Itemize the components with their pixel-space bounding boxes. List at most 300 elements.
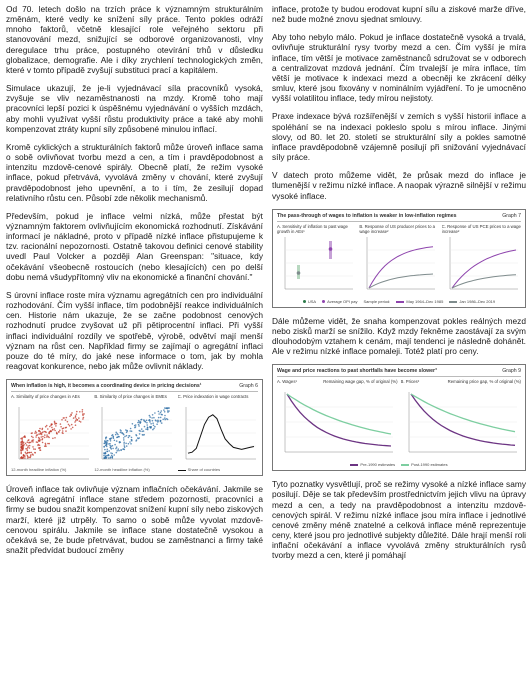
- scatter-point: [137, 422, 139, 424]
- scatter-point: [40, 450, 42, 452]
- scatter-plot-ae: [11, 405, 91, 467]
- scatter-point: [150, 416, 152, 418]
- line-chart-indexation: [178, 405, 258, 467]
- scatter-point: [152, 429, 154, 431]
- graph-9: [272, 364, 526, 471]
- scatter-point: [159, 413, 161, 415]
- scatter-point: [112, 434, 114, 436]
- scatter-point: [130, 441, 132, 443]
- scatter-point: [56, 423, 58, 425]
- legend-item: Average OPI pay: [322, 299, 357, 304]
- graph-6-panel-b: [94, 394, 174, 472]
- scatter-point: [47, 436, 49, 438]
- scatter-point: [107, 449, 109, 451]
- scatter-point: [54, 437, 56, 439]
- scatter-point: [35, 436, 37, 438]
- graph-6-header: [11, 383, 258, 392]
- scatter-point: [72, 427, 74, 429]
- scatter-point: [140, 421, 142, 423]
- scatter-point: [67, 421, 69, 423]
- graph-7-panel-c: [442, 224, 521, 297]
- scatter-point: [27, 447, 29, 449]
- scatter-point: [76, 414, 78, 416]
- scatter-point: [116, 440, 118, 442]
- scatter-point: [111, 437, 113, 439]
- point-high: [329, 247, 333, 251]
- scatter-point: [45, 444, 47, 446]
- scatter-point: [125, 436, 127, 438]
- scatter-point: [123, 433, 125, 435]
- scatter-point: [51, 427, 53, 429]
- scatter-point: [145, 421, 147, 423]
- scatter-point: [128, 443, 130, 445]
- scatter-point: [30, 457, 32, 459]
- legend-share: Share of countries: [178, 467, 258, 472]
- scatter-point: [52, 438, 54, 440]
- legend-item: Sample period:: [363, 298, 391, 304]
- scatter-point: [75, 418, 77, 420]
- scatter-point: [69, 416, 71, 418]
- scatter-point: [104, 452, 106, 454]
- scatter-point: [152, 417, 154, 419]
- scatter-point: [33, 448, 35, 450]
- scatter-point: [107, 440, 109, 442]
- scatter-point: [109, 450, 111, 452]
- scatter-point: [166, 408, 168, 410]
- scatter-point: [32, 446, 34, 448]
- scatter-point: [117, 450, 119, 452]
- scatter-point: [141, 419, 143, 421]
- panel-title: B. Prices² Remaining price gap, % of original (%): [400, 379, 521, 385]
- graph-9-legend: [277, 462, 521, 467]
- scatter-point: [26, 448, 28, 450]
- scatter-point: [155, 420, 157, 422]
- scatter-point: [135, 426, 137, 428]
- scatter-point: [149, 415, 151, 417]
- wage-gap-chart: [277, 390, 395, 460]
- scatter-point: [78, 417, 80, 419]
- scatter-point: [27, 450, 29, 452]
- scatter-point: [55, 425, 57, 427]
- scatter-point: [117, 433, 119, 435]
- graph-7-panel-a: [277, 224, 356, 297]
- scatter-point: [157, 420, 159, 422]
- scatter-point: [32, 454, 34, 456]
- scatter-point: [39, 447, 41, 449]
- scatter-point: [47, 443, 49, 445]
- scatter-point: [50, 425, 52, 427]
- scatter-point: [83, 417, 85, 419]
- scatter-point: [105, 443, 107, 445]
- scatter-point: [131, 443, 133, 445]
- legend-item: Jan 1986–Dec 2019: [449, 299, 495, 304]
- scatter-point: [104, 457, 106, 459]
- graph-6-panel-a: [11, 394, 91, 472]
- scatter-point: [117, 437, 119, 439]
- scatter-point: [82, 411, 84, 413]
- panel-title: A. Sensitivity of inflation to past wage growth in AEs¹: [277, 223, 348, 234]
- scatter-point: [131, 440, 133, 442]
- scatter-point: [58, 431, 60, 433]
- scatter-point: [27, 440, 29, 442]
- scatter-point: [61, 419, 63, 421]
- scatter-point: [158, 417, 160, 419]
- scatter-point: [132, 423, 134, 425]
- scatter-point: [43, 431, 45, 433]
- legend-item: May 1964–Dec 1985: [396, 299, 443, 304]
- scatter-point: [125, 429, 127, 431]
- scatter-point: [112, 457, 114, 459]
- scatter-point: [20, 442, 22, 444]
- scatter-point: [60, 423, 62, 425]
- graph-6-title: When inflation is high, it becomes a coordinating device in pricing decisions¹: [11, 383, 202, 390]
- scatter-point: [24, 457, 26, 459]
- scatter-point: [164, 411, 166, 413]
- scatter-point: [136, 435, 138, 437]
- scatter-point: [44, 446, 46, 448]
- scatter-point: [62, 428, 64, 430]
- scatter-point: [147, 427, 149, 429]
- scatter-point: [143, 434, 145, 436]
- scatter-point: [27, 455, 29, 457]
- scatter-point: [161, 414, 163, 416]
- scatter-point: [105, 438, 107, 440]
- scatter-point: [46, 434, 48, 436]
- scatter-point: [124, 443, 126, 445]
- scatter-point: [60, 426, 62, 428]
- scatter-point: [54, 423, 56, 425]
- post-1990-line: [287, 394, 391, 434]
- scatter-point: [124, 447, 126, 449]
- scatter-point: [26, 444, 28, 446]
- scatter-point: [104, 455, 106, 457]
- scatter-point: [47, 428, 49, 430]
- graph-6-panels: [11, 394, 258, 472]
- scatter-point: [23, 454, 25, 456]
- scatter-point: [31, 436, 33, 438]
- scatter-point: [112, 453, 114, 455]
- scatter-point: [167, 419, 169, 421]
- scatter-point: [62, 430, 64, 432]
- scatter-point: [141, 428, 143, 430]
- scatter-point: [75, 420, 77, 422]
- scatter-point: [82, 409, 84, 411]
- scatter-point: [39, 439, 41, 441]
- scatter-point: [126, 445, 128, 447]
- scatter-point: [113, 438, 115, 440]
- high-line: [452, 250, 516, 288]
- scatter-point: [56, 433, 58, 435]
- scatter-point: [143, 419, 145, 421]
- scatter-point: [128, 437, 130, 439]
- scatter-point: [139, 430, 141, 432]
- scatter-point: [37, 434, 39, 436]
- scatter-point: [160, 417, 162, 419]
- scatter-point: [110, 457, 112, 459]
- panel-title: C. Price indexation in wage contracts: [177, 394, 249, 400]
- coefficient-chart: [277, 235, 355, 297]
- axis-label: 12-month headline inflation (%): [11, 467, 67, 473]
- scatter-point: [38, 437, 40, 439]
- scatter-point: [21, 440, 23, 442]
- scatter-point: [120, 432, 122, 434]
- scatter-point: [32, 440, 34, 442]
- scatter-point: [107, 451, 109, 453]
- graph-7-panels: [277, 224, 521, 297]
- irf-chart-ppi: [359, 235, 437, 297]
- scatter-point: [65, 427, 67, 429]
- scatter-point: [20, 438, 22, 440]
- high-line: [369, 246, 433, 287]
- scatter-point: [114, 440, 116, 442]
- scatter-point: [163, 409, 165, 411]
- scatter-point: [42, 442, 44, 444]
- graph-6-panel-c: [178, 394, 258, 472]
- scatter-point: [71, 412, 73, 414]
- scatter-point: [66, 417, 68, 419]
- scatter-point: [70, 414, 72, 416]
- scatter-point: [24, 455, 26, 457]
- scatter-point: [63, 417, 65, 419]
- scatter-point: [20, 457, 22, 459]
- scatter-point: [27, 442, 29, 444]
- paragraph: Aby toho nebylo málo. Pokud je inflace dostatečně vysoká a trvalá, ovlivňuje strukturální rysy tvorby mezd a cen. Čím vyšší je míra inflace, tím větší je motivace zaměstnanců sdružovat se v odborech a centralizovat mzdová jednání. Čím trvalejší je míra inflace, tím větší je motivace k indexaci mezd a obecněji ke zkrácení délky smluv, které jsou fixovány v nominálním vyjádření. To je umocněno vyšší volatilitou inflace, tedy mírou nejistoty.: [272, 32, 526, 104]
- scatter-point: [106, 442, 108, 444]
- scatter-point: [44, 437, 46, 439]
- scatter-point: [151, 423, 153, 425]
- scatter-point: [158, 411, 160, 413]
- scatter-point: [152, 414, 154, 416]
- price-gap-chart: [401, 390, 519, 460]
- scatter-point: [48, 433, 50, 435]
- scatter-point: [27, 457, 29, 459]
- legend-item: Post-1990 estimates: [401, 462, 447, 467]
- scatter-point: [45, 443, 47, 445]
- paragraph: Úroveň inflace tak ovlivňuje význam inflačních očekávání. Jakmile se celková agregátní inflace stane středem pozornosti, pracovníci a firmy se budou snažit kompenzovat snížení kupní síly nebo ziskových marží, které již utrpěly. To samo o sobě může vyvolat mzdově-cenovou spirálu. Jakmile se inflace stane dostatečně vysokou a očekává se, že bude přetrvávat, budou se zaměstnanci a firmy také snažit předvídat budoucí změny: [6, 484, 263, 556]
- scatter-point: [106, 446, 108, 448]
- scatter-point: [146, 429, 148, 431]
- scatter-point: [130, 430, 132, 432]
- scatter-point: [168, 411, 170, 413]
- scatter-point: [108, 457, 110, 459]
- scatter-point: [123, 437, 125, 439]
- scatter-point: [22, 457, 24, 459]
- paragraph: S úrovní inflace roste míra významu agregátních cen pro individuální rozhodování. Čím vyšší inflace, tím podobnější reakce individuálních cen. Historie nám ukazuje, že se začne podobnost cenových rozhodnutí prudce zvyšovat už při pětiprocentní inflaci. Při vyšší inflaci individuální rozdíly ve spotřebě, výrobě, odvětví mají menší význam na růst cen. Například firmy se zajímají o agregátní inflaci pouze do té míry, do jaké nese informace o tom, jak by mohla reagovat konkurence, nebo jak může ovlivnit náklady.: [6, 289, 263, 371]
- axis-label: 12-month headline inflation (%): [94, 467, 150, 473]
- left-column: [6, 4, 263, 563]
- scatter-point: [21, 444, 23, 446]
- scatter-point: [73, 417, 75, 419]
- scatter-point: [41, 436, 43, 438]
- scatter-point: [134, 425, 136, 427]
- scatter-point: [119, 436, 121, 438]
- scatter-point: [45, 426, 47, 428]
- scatter-point: [34, 432, 36, 434]
- scatter-point: [79, 421, 81, 423]
- scatter-point: [36, 441, 38, 443]
- series-line: [188, 415, 254, 453]
- scatter-point: [44, 434, 46, 436]
- pre-1990-line: [411, 394, 515, 445]
- scatter-point: [110, 440, 112, 442]
- scatter-point: [123, 448, 125, 450]
- scatter-point: [118, 448, 120, 450]
- scatter-point: [115, 434, 117, 436]
- scatter-point: [110, 447, 112, 449]
- graph-6: [6, 379, 263, 476]
- scatter-point: [37, 445, 39, 447]
- scatter-point: [153, 423, 155, 425]
- scatter-point: [123, 439, 125, 441]
- scatter-plot-eme: [94, 405, 174, 467]
- scatter-point: [131, 437, 133, 439]
- scatter-point: [76, 411, 78, 413]
- scatter-point: [28, 445, 30, 447]
- scatter-point: [54, 428, 56, 430]
- scatter-point: [69, 425, 71, 427]
- graph-7-panel-b: [359, 224, 438, 297]
- scatter-point: [153, 417, 155, 419]
- scatter-point: [105, 457, 107, 459]
- scatter-point: [165, 415, 167, 417]
- scatter-point: [168, 407, 170, 409]
- scatter-point: [126, 432, 128, 434]
- graph-9-panel-b: [401, 379, 522, 460]
- scatter-point: [40, 433, 42, 435]
- scatter-point: [146, 420, 148, 422]
- paragraph: Tyto poznatky vysvětlují, proč se režimy vysoké a nízké inflace samy posilují. Děje se tak především prostřednictvím jejich vlivu na úpravy mezd a cen, a tedy na pravděpodobnost a intenzitu mzdově-cenových spirál. V režimu nízké inflace jsou míra inflace i jednotlivé cenové změny méně znatelné a celková inflace méně reprezentuje ceny, které jsou pro jednotlivé subjekty důležité. Dále hrají menší roli inflační očekávání a inflace vyvolává změny strukturálních rysů tvorby mezd a cen, které ji pomáhají: [272, 479, 526, 561]
- scatter-point: [126, 443, 128, 445]
- panel-title: C. Response of US PCE prices to a wage increase²: [441, 223, 521, 234]
- scatter-point: [105, 456, 107, 458]
- scatter-point: [129, 435, 131, 437]
- scatter-point: [29, 447, 31, 449]
- scatter-point: [110, 445, 112, 447]
- scatter-point: [154, 412, 156, 414]
- scatter-point: [31, 452, 33, 454]
- legend-item: USA: [303, 299, 316, 304]
- scatter-point: [42, 438, 44, 440]
- scatter-point: [65, 419, 67, 421]
- scatter-point: [137, 437, 139, 439]
- scatter-point: [41, 429, 43, 431]
- scatter-point: [157, 424, 159, 426]
- scatter-point: [116, 448, 118, 450]
- scatter-point: [38, 441, 40, 443]
- scatter-point: [75, 425, 77, 427]
- scatter-point: [120, 429, 122, 431]
- panel-title: A. Similarity of price changes in AEs: [11, 394, 80, 400]
- scatter-point: [116, 447, 118, 449]
- paragraph: inflace, protože ty budou erodovat kupní sílu a ziskové marže dříve, než bude možné znovu sjednat smlouvy.: [272, 4, 526, 25]
- scatter-point: [138, 420, 140, 422]
- scatter-point: [75, 415, 77, 417]
- scatter-point: [163, 419, 165, 421]
- scatter-point: [23, 436, 25, 438]
- scatter-point: [124, 442, 126, 444]
- scatter-point: [25, 453, 27, 455]
- scatter-point: [151, 426, 153, 428]
- panel-title: B. Similarity of price changes in EMEs: [94, 394, 167, 400]
- scatter-point: [139, 425, 141, 427]
- scatter-point: [25, 443, 27, 445]
- scatter-point: [157, 421, 159, 423]
- right-column: [272, 4, 526, 569]
- scatter-point: [116, 452, 118, 454]
- scatter-point: [39, 431, 41, 433]
- scatter-point: [104, 446, 106, 448]
- paragraph: Kromě cyklických a strukturálních faktorů může úroveň inflace sama o sobě ovlivňovat tvorbu mezd a cen, a tím i pravděpodobnost a intenzitu mzdově-cenové spirály. Obecně platí, že režim vysoké inflace, pokud přetrvává, vyvolává změny v chování, které zvyšují pravděpodobnost jeho upevnění, a to i tím, že zesilují dopad relativního růstu cen. Působí zde několik mechanismů.: [6, 141, 263, 203]
- scatter-point: [160, 412, 162, 414]
- graph-7-title: The pass-through of wages to inflation is weaker in low-inflation regimes: [277, 212, 457, 219]
- scatter-point: [42, 436, 44, 438]
- scatter-point: [49, 426, 51, 428]
- scatter-point: [71, 424, 73, 426]
- paragraph: Praxe indexace bývá rozšířenější v zemích s vyšší historií inflace a spoléhání se na indexaci pokleslo spolu s mírou inflace. Jinými slovy, od 80. let 20. století se strukturální síly a pokles samotné inflace pravděpodobně vzájemně posilují při snižování vyjednávací síly práce.: [272, 111, 526, 163]
- irf-chart-pce: [442, 235, 520, 297]
- scatter-point: [31, 432, 33, 434]
- scatter-point: [154, 428, 156, 430]
- scatter-point: [139, 433, 141, 435]
- scatter-point: [65, 430, 67, 432]
- graph-9-panels: [277, 379, 521, 460]
- scatter-point: [111, 455, 113, 457]
- scatter-point: [54, 421, 56, 423]
- graph-9-title: Wage and price reactions to past shortfalls have become slower³: [277, 368, 437, 375]
- scatter-point: [104, 449, 106, 451]
- scatter-point: [70, 428, 72, 430]
- graph-7-legend: [277, 299, 521, 304]
- point-low: [297, 271, 301, 275]
- scatter-point: [149, 419, 151, 421]
- legend-item: Pre-1990 estimates: [350, 462, 395, 467]
- scatter-point: [161, 410, 163, 412]
- graph-6-number: Graph 6: [239, 383, 258, 390]
- scatter-point: [119, 442, 121, 444]
- scatter-point: [121, 450, 123, 452]
- scatter-point: [130, 428, 132, 430]
- scatter-point: [32, 437, 34, 439]
- scatter-point: [136, 439, 138, 441]
- paragraph: Simulace ukazují, že je-li vyjednávací síla pracovníků vysoká, zvyšuje se vliv nezaměstnanosti na mzdy. Kromě toho mají pracovníci lepší pozici k úspěšnému vyjednávání o vyšších mzdách, aby mohli využívat vyšší růstu produktivity práce a také aby mohli kompenzovat ztráty kupní síly způsobené minulou inflací.: [6, 83, 263, 134]
- scatter-point: [79, 411, 81, 413]
- scatter-point: [119, 450, 121, 452]
- panel-title: B. Response of US producer prices to a wage increase²: [359, 223, 436, 234]
- scatter-point: [138, 424, 140, 426]
- scatter-point: [52, 429, 54, 431]
- scatter-point: [62, 432, 64, 434]
- graph-9-panel-a: [277, 379, 398, 460]
- scatter-point: [150, 421, 152, 423]
- scatter-point: [160, 420, 162, 422]
- scatter-point: [22, 445, 24, 447]
- scatter-point: [38, 430, 40, 432]
- scatter-point: [25, 452, 27, 454]
- scatter-point: [111, 448, 113, 450]
- scatter-point: [23, 442, 25, 444]
- scatter-point: [35, 431, 37, 433]
- scatter-point: [161, 422, 163, 424]
- paragraph: Dále můžeme vidět, že snaha kompenzovat pokles reálných mezd nebo zisků marží se snížilo. Když mzdy řekněme zaostávají za svým dlouhodobým vztahem k cenám, mají tendenci je následně dohánět. Ale v režimu nízké inflace pomaleji. Totéž platí pro ceny.: [272, 315, 526, 357]
- graph-9-header: [277, 368, 521, 377]
- scatter-point: [82, 418, 84, 420]
- scatter-point: [131, 431, 133, 433]
- graph-7-number: Graph 7: [502, 212, 521, 219]
- scatter-point: [36, 432, 38, 434]
- scatter-point: [152, 420, 154, 422]
- scatter-point: [34, 449, 36, 451]
- scatter-point: [139, 437, 141, 439]
